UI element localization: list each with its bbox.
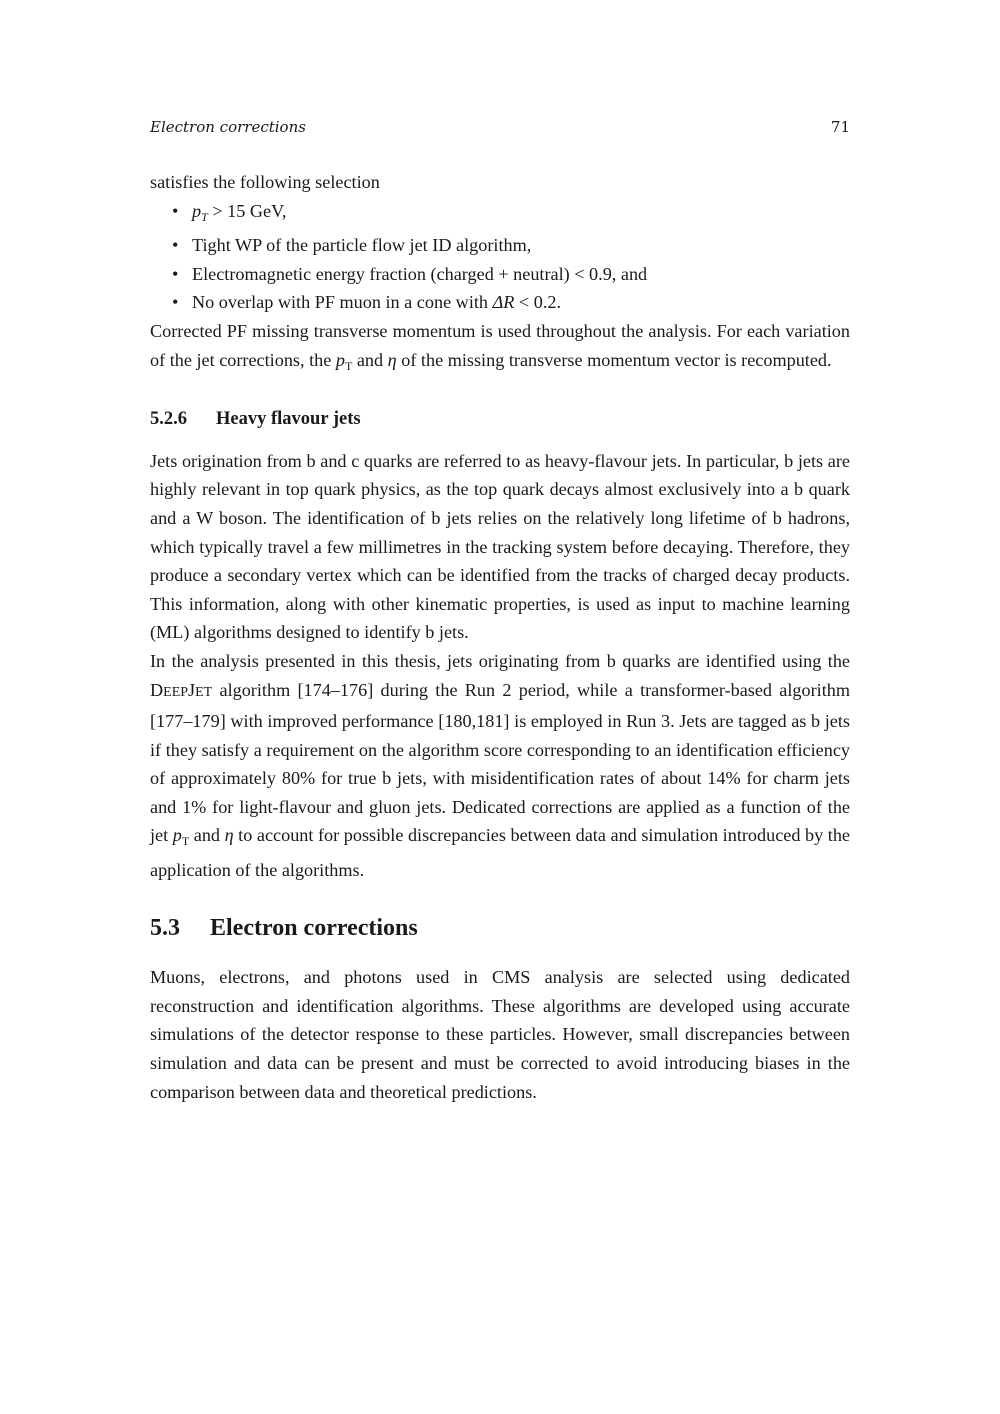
text-run: Corrected PF missing transverse momentum is used throughout the analysis. For each variation of the jet corrections, the	[150, 320, 850, 370]
list-item-text: No overlap with PF muon in a cone with	[192, 292, 493, 313]
math-subscript: T	[181, 834, 190, 849]
list-item	[150, 197, 850, 232]
list-item-text: Electromagnetic energy fraction (charged + neutral) < 0.9, and	[192, 263, 648, 284]
list-item	[150, 260, 850, 289]
text-run: and	[189, 825, 225, 846]
page-body	[150, 168, 850, 1106]
math-var: η	[387, 349, 397, 370]
math-var: p	[172, 825, 182, 846]
page-number: 71	[830, 118, 850, 136]
list-item-text: < 0.2.	[514, 292, 562, 313]
math-var: η	[224, 825, 234, 846]
list-item-text: Tight WP of the particle flow jet ID algorithm,	[192, 235, 532, 256]
paragraph-heavy-flavour: Jets origination from b and c quarks are referred to as heavy-flavour jets. In particular, b jets are highly relevant in top quark physics, as the top quark decays almost exclusively into a b quark and a W boson. The identification of b jets relies on the relatively long lifetime of b hadrons, which typically travel a few millimetres in the tracking system before decaying. Therefore, they produce a secondary vertex which can be identified from the tracks of charged decay products. This information, along with other kinematic properties, is used as input to machine learning (ML) algorithms designed to identify b jets.	[150, 450, 850, 643]
math-var: p	[192, 200, 202, 221]
text-run: J	[188, 679, 196, 700]
section-heading-5-2-6	[150, 405, 850, 434]
list-item	[150, 288, 850, 317]
section-heading-5-3	[150, 914, 850, 943]
section-title: Electron corrections	[210, 914, 418, 941]
text-run: EEP	[163, 684, 189, 700]
text-run: In the analysis presented in this thesis, jets originating from b quarks are identified using the	[150, 650, 850, 671]
paragraph-met	[150, 317, 850, 380]
section-number: 5.3	[150, 914, 180, 941]
text-run: D	[150, 679, 164, 700]
section-title: Heavy flavour jets	[216, 409, 361, 430]
paragraph-btagging	[150, 647, 850, 885]
paragraph-electron-corrections: Muons, electrons, and photons used in CMS analysis are selected using dedicated reconstruction and identification algorithms. These algorithms are developed using accurate simulations of the detector response to these particles. However, small discrepancies between simulation and data can be present and must be corrected to avoid introducing biases in the comparison between data and theoretical predictions.	[150, 967, 850, 1102]
running-header	[150, 118, 850, 140]
text-run: ET	[195, 684, 213, 700]
running-title: Electron corrections	[150, 118, 306, 136]
math-var: p	[335, 349, 345, 370]
section-number: 5.2.6	[150, 409, 187, 430]
math-subscript: T	[344, 358, 353, 373]
list-item	[150, 231, 850, 260]
selection-list	[150, 197, 850, 317]
algorithm-name	[150, 680, 212, 700]
text-run: algorithm [174–176] during the Run 2 period, while a transformer-based algorithm [177–179] with improved performance [180,181] is employed in Run 3. Jets are tagged as b jets if they satisfy a requirement on the algorithm score corresponding to an identification efficiency of approximately 80% for true b jets, with misidentification rates of about 14% for charm jets and 1% for light-flavour and gluon jets. Dedicated corrections are applied as a function of the jet	[150, 679, 850, 846]
math-subscript: T	[201, 209, 208, 224]
text-run: to account for possible discrepancies between data and simulation introduced by the application of the algorithms.	[150, 825, 850, 881]
math-var: ΔR	[492, 292, 515, 313]
text-run: and	[352, 349, 388, 370]
intro-lead: satisfies the following selection	[150, 172, 380, 192]
list-item-text: > 15 GeV,	[207, 200, 287, 221]
text-run: of the missing transverse momentum vector is recomputed.	[396, 349, 832, 370]
